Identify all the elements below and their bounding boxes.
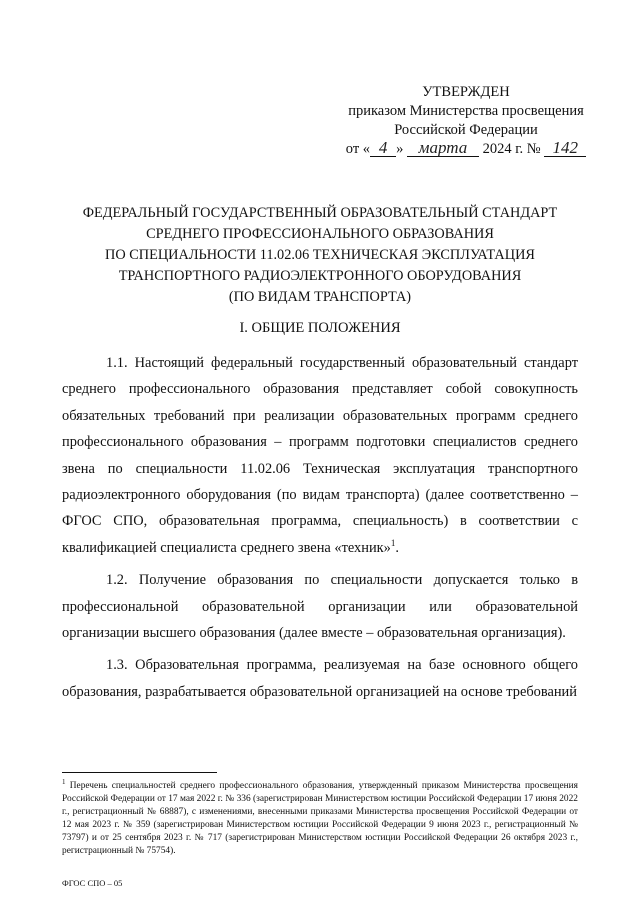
footnote [62, 777, 578, 858]
footnote-divider [62, 772, 217, 773]
title-line-3: ПО СПЕЦИАЛЬНОСТИ 11.02.06 ТЕХНИЧЕСКАЯ ЭКСПЛУАТАЦИЯ [105, 247, 535, 263]
section-heading: I. ОБЩИЕ ПОЛОЖЕНИЯ [239, 320, 401, 336]
title-line-4: ТРАНСПОРТНОГО РАДИОЭЛЕКТРОННОГО ОБОРУДОВАНИЯ [118, 268, 522, 284]
date-year: 2024 г. № [482, 141, 541, 157]
approval-line-country: Российской Федерации [394, 122, 538, 138]
handwritten-day: 4 [370, 140, 396, 157]
approval-line-ministry: приказом Министерства просвещения [348, 103, 584, 119]
title-line-1: ФЕДЕРАЛЬНЫЙ ГОСУДАРСТВЕННЫЙ ОБРАЗОВАТЕЛЬНЫЙ СТАНДАРТ [82, 205, 558, 221]
document-title [60, 203, 580, 308]
date-mid: » [396, 141, 404, 157]
paragraph-1-3: 1.3. Образовательная программа, реализуемая на базе основного общего образования, разрабатывается образовательной организацией на основе требований [62, 657, 578, 700]
paragraph-1-2: 1.2. Получение образования по специальности допускается только в профессиональной образовательной организации или образовательной организации высшего образования (далее вместе – образовательная организация). [62, 572, 578, 642]
handwritten-order-number: 142 [544, 140, 586, 157]
footnote-text: Перечень специальностей среднего профессионального образования, утвержденный приказом Министерства просвещения Российской Федерации от 17 мая 2022 г. № 336 (зарегистрирован Министерством юстиции Российской Федерации 17 июня 2022 г., регистрационный № 68887), с изменениями, внесенными приказами Министерства просвещения Российской Федерации от 12 мая 2023 г. № 359 (зарегистрирован Министерством юстиции Российской Федерации 9 июня 2023 г., регистрационный № 73797) и от 25 сентября 2023 г. № 717 (зарегистрирован Министерством юстиции Российской Федерации 26 октября 2023 г., регистрационный № 75754). [62, 781, 578, 856]
footnote-mark: 1 [62, 777, 66, 786]
title-line-5: (ПО ВИДАМ ТРАНСПОРТА) [228, 289, 412, 305]
document-body [62, 350, 578, 711]
title-line-2: СРЕДНЕГО ПРОФЕССИОНАЛЬНОГО ОБРАЗОВАНИЯ [146, 226, 494, 242]
handwritten-month: марта [407, 140, 479, 157]
approval-block [336, 83, 596, 159]
approval-date-line [336, 140, 596, 159]
footnote-reference: 1 [390, 538, 396, 549]
paragraph-1-1: 1.1. Настоящий федеральный государственный образовательный стандарт среднего профессионального образования представляет собой совокупность обязательных требований при реализации образовательных программ среднего профессионального образования – программ подготовки специалистов среднего звена по специальности 11.02.06 Техническая эксплуатация транспортного радиоэлектронного оборудования (по видам транспорта) (далее соответственно – ФГОС СПО, образовательная программа, специальность) в соответствии с квалификацией специалиста среднего звена «техник»$^1$. [62, 355, 578, 556]
document-code: ФГОС СПО – 05 [62, 878, 123, 888]
date-prefix: от « [345, 141, 371, 157]
approval-title: УТВЕРЖДЕН [422, 84, 510, 100]
